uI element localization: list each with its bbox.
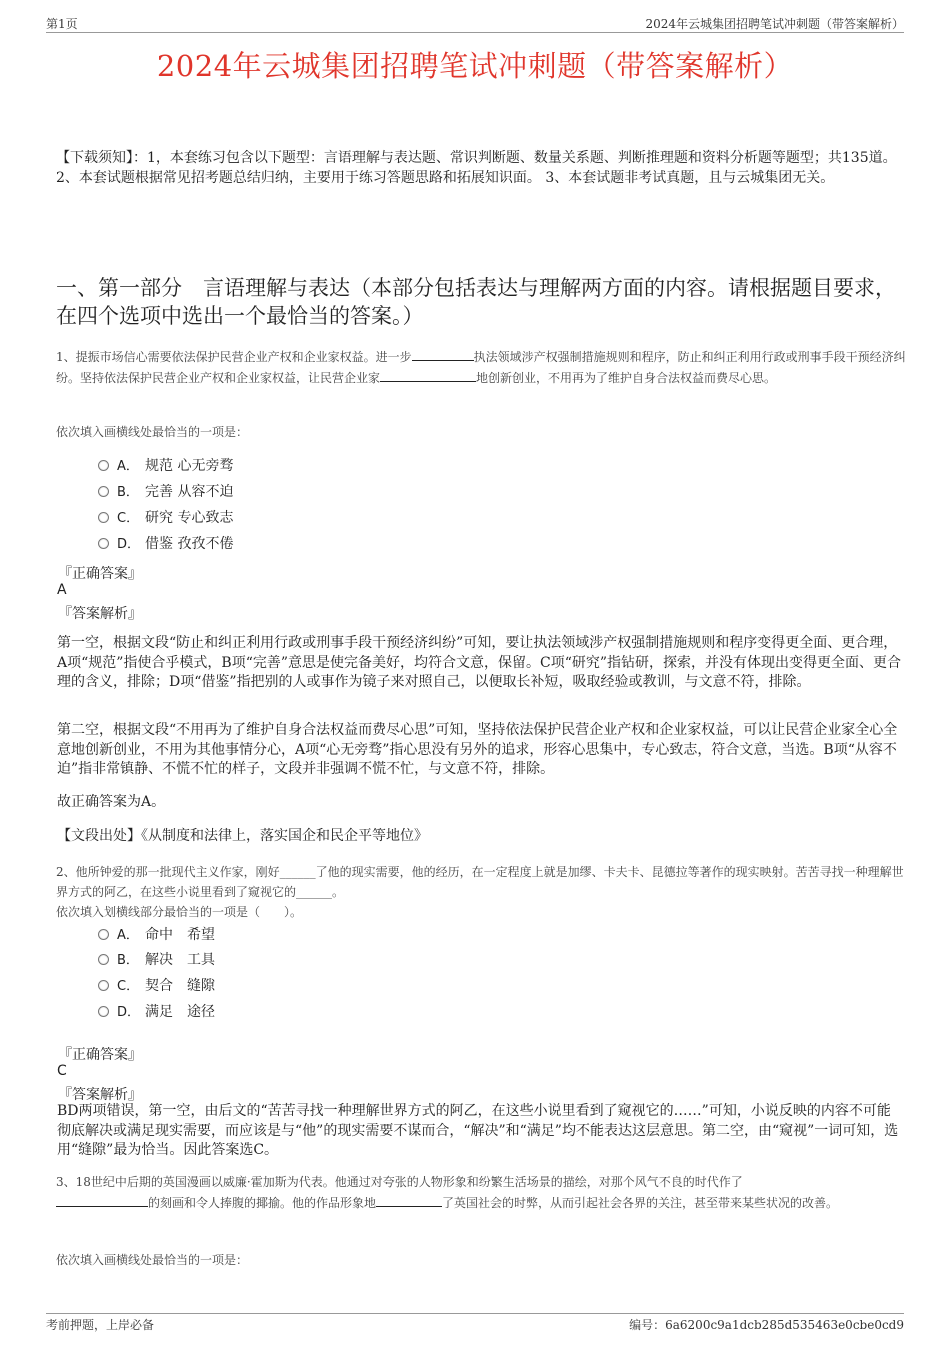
question-2-answer-label: 『正确答案』: [58, 1047, 142, 1063]
question-2-option-c[interactable]: C． 契合 缝隙: [98, 976, 215, 996]
question-3-text: 3、18世纪中后期的英国漫画以威廉·霍加斯为代表。他通过对夸张的人物形象和纷繁生活场景的描绘，对那个风气不良的时代作了 的刻画和令人捧腹的揶揄。他的作品形象地 了英国社会的时弊，从而引起社会各界的关注，甚至带来某些状况的改善。: [56, 1175, 839, 1210]
radio-icon[interactable]: [98, 512, 109, 523]
question-1-text: 1、提振市场信心需要依法保护民营企业产权和企业家权益。进一步 执法领域涉产权强制措施规则和程序，防止和纠正利用行政或刑事手段干预经济纠纷。坚持依法保护民营企业产权和企业家权益，让民营企业家 地创新创业，不用再为了维护自身合法权益而费尽心思。: [56, 346, 906, 388]
question-1-answer-label: 『正确答案』: [58, 566, 142, 582]
question-3-prompt: 依次填入画横线处最恰当的一项是：: [56, 1253, 249, 1267]
radio-icon[interactable]: [98, 538, 109, 549]
footer-slogan: 考前押题，上岸必备: [46, 1318, 155, 1332]
radio-icon[interactable]: [98, 460, 109, 471]
radio-icon[interactable]: [98, 929, 109, 940]
page-header: [46, 12, 904, 33]
question-2-answer: C: [57, 1063, 67, 1079]
question-2-option-b[interactable]: B． 解决 工具: [98, 950, 215, 970]
question-2-analysis: BD两项错误，第一空，由后文的“苦苦寻找一种理解世界方式的阿乙，在这些小说里看到了窥视它的……”可知，小说反映的内容不可能彻底解决或满足现实需要，而应该是与“他”的现实需要不谋而合，“解决”和“满足”均不能表达这层意思。第二空，由“窥视”一词可知，选用“缝隙”最为恰当。因此答案选C。: [57, 1103, 899, 1158]
question-2-option-d[interactable]: D． 满足 途径: [98, 1002, 215, 1022]
question-1-source: 【文段出处】《从制度和法律上，落实国企和民企平等地位》: [57, 828, 428, 844]
header-doc-title: 2024年云城集团招聘笔试冲刺题（带答案解析）: [645, 17, 904, 31]
radio-icon[interactable]: [98, 954, 109, 965]
page-footer: [46, 1313, 904, 1334]
question-1-option-d[interactable]: D． 借鉴 孜孜不倦: [98, 534, 233, 554]
question-1-option-c[interactable]: C． 研究 专心致志: [98, 508, 233, 528]
question-1-answer: A: [57, 582, 67, 598]
question-1-prompt: 依次填入画横线处最恰当的一项是：: [56, 425, 249, 439]
section-heading: 一、第一部分 言语理解与表达（本部分包括表达与理解两方面的内容。请根据题目要求，在四个选项中选出一个最恰当的答案。）: [56, 276, 896, 328]
radio-icon[interactable]: [98, 980, 109, 991]
page-number: 第1页: [46, 17, 78, 31]
radio-icon[interactable]: [98, 1006, 109, 1017]
download-notice: 【下载须知】：1，本套练习包含以下题型：言语理解与表达题、常识判断题、数量关系题、判断推理题和资料分析题等题型；共135道。 2、本套试题根据常见招考题总结归纳，主要用于练习答题思路和拓展知识面。 3、本套试题非考试真题，且与云城集团无关。: [56, 150, 897, 186]
blank-1: [56, 1192, 148, 1207]
question-1-analysis-label: 『答案解析』: [58, 606, 142, 622]
question-1-analysis-2: 第二空，根据文段“不用再为了维护自身合法权益而费尽心思”可知，坚持依法保护民营企业产权和企业家权益，可以让民营企业家全心全意地创新创业，不用为其他事情分心，A项“心无旁骛”指心思没有另外的追求，形容心思集中，专心致志，符合文意，当选。B项“从容不迫”指非常镇静、不慌不忙的样子，文段并非强调不慌不忙，与文意不符，排除。: [57, 722, 898, 777]
blank-2: [376, 1192, 442, 1207]
question-2-option-a[interactable]: A． 命中 希望: [98, 925, 215, 945]
footer-doc-id: 编号：6a6200c9a1dcb285d535463e0cbe0cd9: [629, 1318, 904, 1332]
question-1-conclusion: 故正确答案为A。: [57, 794, 166, 810]
question-1-option-b[interactable]: B． 完善 从容不迫: [98, 482, 233, 502]
question-2-text: 2、他所钟爱的那一批现代主义作家，刚好______了他的现实需要，他的经历，在一定程度上就是加缪、卡夫卡、昆德拉等著作的现实映射。苦苦寻找一种理解世界方式的阿乙，在这些小说里看到了窥视它的______。: [56, 865, 904, 899]
blank-1: [412, 346, 474, 361]
question-2-prompt: 依次填入划横线部分最恰当的一项是（ ）。: [56, 905, 303, 919]
question-1-analysis-1: 第一空，根据文段“防止和纠正利用行政或刑事手段干预经济纠纷”可知，要让执法领域涉产权强制措施规则和程序变得更全面、更合理，A项“规范”指使合乎模式，B项“完善”意思是使完备美好，均符合文意，保留。C项“研究”指钻研，探索，并没有体现出变得更全面、更合理的含义，排除；D项“借鉴”指把别的人或事作为镜子来对照自己，以便取长补短，吸取经验或教训，与文意不符，排除。: [57, 635, 902, 690]
question-1-option-a[interactable]: A． 规范 心无旁骛: [98, 456, 233, 476]
radio-icon[interactable]: [98, 486, 109, 497]
question-2-analysis-label: 『答案解析』: [58, 1087, 142, 1103]
blank-2: [380, 367, 476, 382]
page-title: 2024年云城集团招聘笔试冲刺题（带答案解析）: [156, 49, 794, 83]
